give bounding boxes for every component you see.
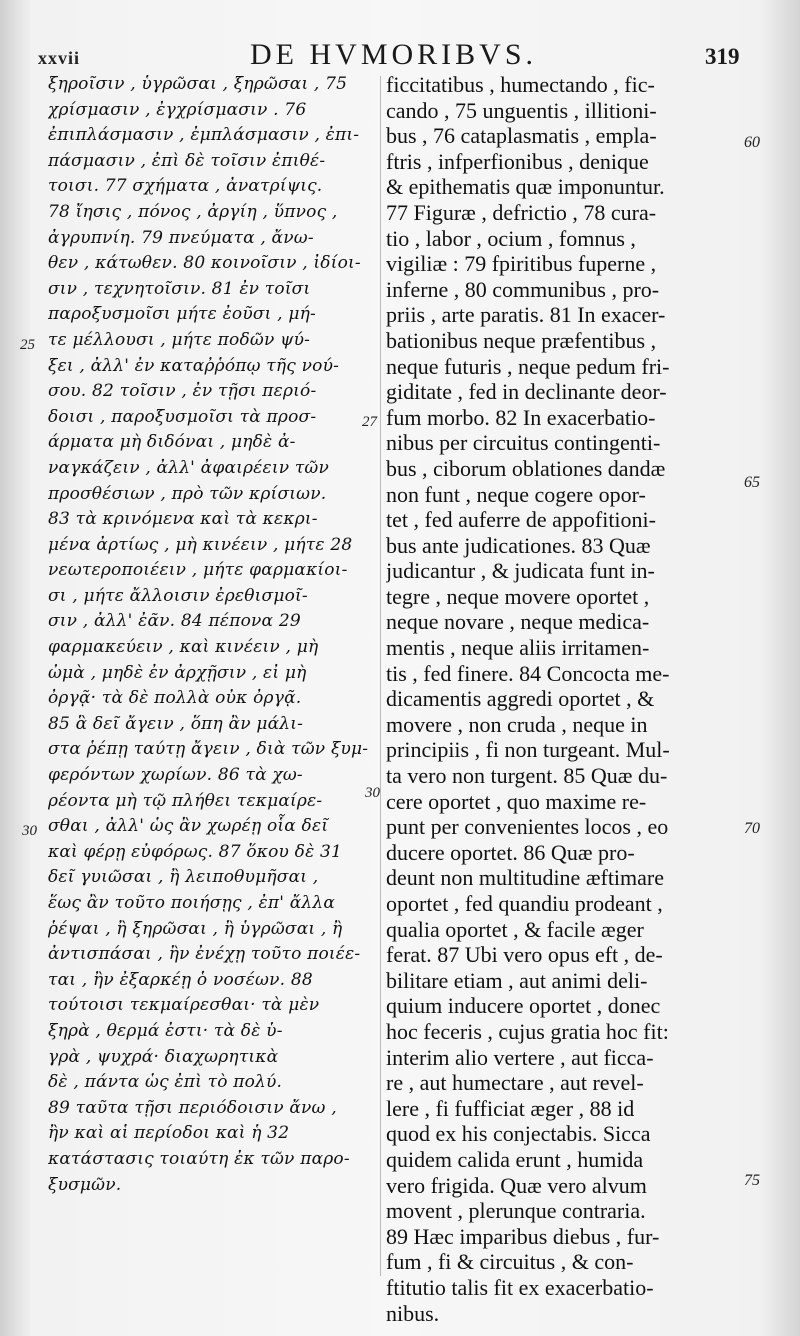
text-line: ἢν καὶ αἱ περίοδοι καὶ ἡ 32 <box>48 1123 290 1144</box>
text-line: movere , non cruda , neque in <box>386 711 648 737</box>
margin-number: 30 <box>22 823 37 839</box>
text-line: σι , μήτε ἄλλοισιν ἐρεθισμοῖ- <box>48 585 308 606</box>
text-line: quod ex his conjectabis. Sicca <box>386 1121 651 1147</box>
text-line: lere , fi fufficiat æger , 88 id <box>386 1095 635 1121</box>
text-line: neque futuris , neque pedum fri- <box>386 353 670 379</box>
text-line: ξει , ἀλλ' ἐν καταῤῥόπῳ τῆς νού- <box>48 355 340 376</box>
text-line: cere oportet , quo maxime re- <box>386 788 647 814</box>
text-line: καὶ φέρῃ εὐφόρως. 87 ὅκου δὲ 31 <box>48 841 343 862</box>
margin-number: 27 <box>362 414 377 430</box>
text-line: oportet , fed quandiu prodeant , <box>386 891 663 916</box>
text-line: deunt non multitudine æftimare <box>386 865 665 891</box>
text-line: χρίσμασιν , ἐγχρίσμασιν . 76 <box>48 99 307 120</box>
text-line: ducere oportet. 86 Quæ pro- <box>386 839 635 865</box>
text-line: σου. 82 τοῖσιν , ἐν τῇσι περιό- <box>48 381 317 402</box>
signature-mark: xxvii <box>38 48 81 68</box>
text-line: ftris , infperfionibus , denique <box>386 148 649 174</box>
text-line: tis , fed finere. 84 Concocta me- <box>386 660 670 686</box>
margin-number: 25 <box>20 337 35 353</box>
text-line: σιν , τεχνητοῖσιν. 81 ἐν τοῖσι <box>48 278 311 299</box>
text-line: tegre , neque movere oportet , <box>386 583 650 609</box>
text-line: quidem calida erunt , humida <box>386 1146 644 1172</box>
text-line: nibus per circuitus contingenti- <box>386 430 661 456</box>
text-line: νεωτεροποιέειν , μήτε φαρμακίοι- <box>48 560 348 581</box>
text-line: θεν , κάτωθεν. 80 κοινοῖσιν , ἰδίοι- <box>48 253 361 274</box>
margin-number: 65 <box>744 474 760 491</box>
text-line: παροξυσμοῖσι μήτε ἐοῦσι , μή- <box>48 304 316 325</box>
text-line: μένα ἀρτίως , μὴ κινέειν , μήτε 28 <box>48 534 353 555</box>
text-line: 85 ἃ δεῖ ἄγειν , ὅπη ἂν μάλι- <box>48 713 304 734</box>
text-line: ναγκάζειν , ἀλλ' ἀφαιρέειν τῶν <box>48 457 330 478</box>
text-line: tet , fed auferre de appofitioni- <box>386 507 656 533</box>
text-line: 89 Hæc imparibus diebus , fur- <box>386 1223 660 1249</box>
text-line: ῥέψαι , ἢ ξηρῶσαι , ἢ ὑγρῶσαι , ἢ <box>48 918 343 939</box>
text-line: movent , plerunque contraria. <box>386 1198 646 1224</box>
text-line: judicantur , & judicata funt in- <box>386 558 655 584</box>
greek-column <box>48 72 383 1198</box>
text-line: mentis , neque aliis irritamen- <box>386 635 650 661</box>
text-line: ficcitatibus , humectando , fic- <box>386 72 655 97</box>
text-line: φερόντων χωρίων. 86 τὰ χω- <box>48 765 303 786</box>
text-line: nibus. <box>386 1300 440 1326</box>
text-line: πάσμασιν , ἐπὶ δὲ τοῖσιν ἐπιθέ- <box>48 150 326 171</box>
text-line: bilitare etiam , aut animi deli- <box>386 967 648 993</box>
margin-number: 70 <box>744 820 760 837</box>
text-line: τε μέλλουσι , μήτε ποδῶν ψύ- <box>48 329 311 350</box>
margin-number: 30 <box>365 785 380 801</box>
text-line: κατάστασις τοιαύτη ἐκ τῶν παρο- <box>48 1148 350 1169</box>
text-line: ρέοντα μὴ τῷ πλήθει τεκμαίρε- <box>48 790 323 811</box>
text-line: ftitutio talis fit ex exacerbatio- <box>386 1274 654 1300</box>
text-line: bus , ciborum oblationes dandæ <box>386 455 666 481</box>
text-line: ξυσμῶν. <box>48 1174 122 1195</box>
text-line: re , aut humectare , aut revel- <box>386 1070 644 1096</box>
text-line: non funt , neque cogere opor- <box>386 481 646 507</box>
text-line: ξηρὰ , θερμά ἐστι· τὰ δὲ ὑ- <box>48 1020 283 1041</box>
latin-column <box>386 72 721 1326</box>
text-line: inferne , 80 communibus , pro- <box>386 276 660 302</box>
text-line: δὲ , πάντα ὡς ἐπὶ τὸ πολύ. <box>48 1072 283 1093</box>
text-line: ὠμὰ , μηδὲ ἐν ἀρχῇσιν , εἰ μὴ <box>48 662 307 683</box>
text-line: σθαι , ἀλλ' ὡς ἂν χωρέῃ οἷα δεῖ <box>48 816 329 837</box>
text-line: priis , arte paratis. 81 In exacer- <box>386 302 666 328</box>
text-line: fum , fi & circuitus , & con- <box>386 1249 634 1275</box>
text-line: qualia oportet , & facile æger <box>386 916 644 942</box>
text-line: φαρμακεύειν , καὶ κινέειν , μὴ <box>48 637 319 658</box>
text-line: ται , ἢν ἐξαρκέῃ ὁ νοσέων. 88 <box>48 969 313 990</box>
text-line: άρματα μὴ διδόναι , μηδὲ ἀ- <box>48 432 296 453</box>
text-line: interim alio vertere , aut ficca- <box>386 1044 654 1070</box>
page-title: DE HVMORIBVS. <box>250 38 538 71</box>
text-line: 78 ἴησις , πόνος , ἀργίη , ὕπνος , <box>48 201 338 222</box>
text-line: δοισι , παροξυσμοῖσι τὰ προσ- <box>48 406 317 427</box>
text-line: δεῖ γυιῶσαι , ἢ λειποθυμῆσαι , <box>48 867 319 888</box>
text-line: bus ante judicationes. 83 Quæ <box>386 532 651 558</box>
text-line: vero frigida. Quæ vero alvum <box>386 1172 647 1198</box>
text-line: ἐπιπλάσμασιν , ἐμπλάσμασιν , ἐπι- <box>48 125 360 146</box>
text-line: ferat. 87 Ubi vero opus eft , de- <box>386 942 663 968</box>
text-line: principiis , fi non turgeant. Mul- <box>386 737 670 763</box>
text-line: hoc feceris , cujus gratia hoc fit: <box>386 1018 669 1044</box>
text-line: 83 τὰ κρινόμενα καὶ τὰ κεκρι- <box>48 509 318 530</box>
text-line: & epithematis quæ imponuntur. <box>386 174 665 200</box>
text-line: bationibus neque præfentibus , <box>386 327 657 353</box>
text-line: προσθέσιων , πρὸ τῶν κρίσιων. <box>48 483 327 504</box>
margin-number: 75 <box>744 1172 760 1189</box>
text-line: bus , 76 cataplasmatis , empla- <box>386 123 657 149</box>
page-number: 319 <box>705 44 740 69</box>
text-line: cando , 75 unguentis , illitioni- <box>386 97 657 123</box>
text-line: 77 Figuræ , defrictio , 78 cura- <box>386 199 657 225</box>
text-line: σιν , ἀλλ' ἐᾶν. 84 πέπονα 29 <box>48 611 301 632</box>
text-line: quium inducere oportet , donec <box>386 993 661 1019</box>
text-line: punt per convenientes locos , eo <box>386 814 669 840</box>
text-line: ἀγρυπνίη. 79 πνεύματα , ἄνω- <box>48 227 314 248</box>
margin-number: 60 <box>744 134 760 151</box>
text-line: tio , labor , ocium , fomnus , <box>386 225 636 251</box>
text-line: 89 ταῦτα τῇσι περιόδοισιν ἄνω , <box>48 1097 337 1118</box>
text-line: dicamentis aggredi oportet , & <box>386 686 655 712</box>
text-line: vigiliæ : 79 fpiritibus fuperne , <box>386 251 657 277</box>
text-line: ta vero non turgent. 85 Quæ du- <box>386 763 668 789</box>
text-line: neque novare , neque medica- <box>386 609 650 635</box>
text-line: giditate , fed in declinante deor- <box>386 379 667 405</box>
text-line: ἀντισπάσαι , ἢν ἐνέχῃ τοῦτο ποιέε- <box>48 944 361 965</box>
text-line: γρὰ , ψυχρά· διαχωρητικὰ <box>48 1046 279 1067</box>
text-line: τοισι. 77 σχήματα , ἀνατρίψις. <box>48 176 323 197</box>
text-line: fum morbo. 82 In exacerbatio- <box>386 404 656 430</box>
text-line: ξηροῖσιν , ὑγρῶσαι , ξηρῶσαι , 75 <box>48 74 348 94</box>
text-line: ἕως ἂν τοῦτο ποιήσῃς , ἐπ' ἄλλα <box>48 893 336 913</box>
text-line: τούτοισι τεκμαίρεσθαι· τὰ μὲν <box>48 995 320 1016</box>
text-line: στα ῥέπῃ ταύτῃ ἄγειν , διὰ τῶν ξυμ- <box>48 739 369 760</box>
text-line: ὀργᾷ· τὰ δὲ πολλὰ οὐκ ὀργᾷ. <box>48 688 302 709</box>
